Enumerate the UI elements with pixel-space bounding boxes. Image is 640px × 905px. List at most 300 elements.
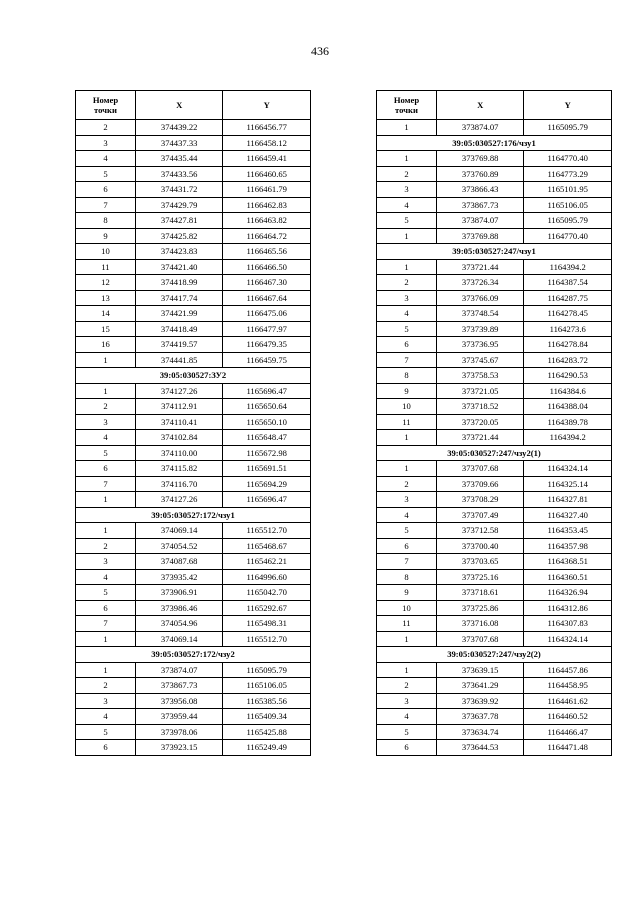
y-header: Y: [524, 91, 612, 120]
y-coordinate-cell: 1164466.47: [524, 724, 612, 740]
y-coordinate-cell: 1164324.14: [524, 631, 612, 647]
y-coordinate-cell: 1164327.81: [524, 492, 612, 508]
point-number-cell: 8: [377, 569, 437, 585]
point-number-cell: 6: [76, 740, 136, 756]
point-number-cell: 2: [76, 538, 136, 554]
section-row: [76, 647, 311, 663]
table-row: [76, 197, 311, 213]
table-row: [377, 554, 612, 570]
section-title: 39:05:030527:ЗУ2: [76, 368, 311, 384]
y-coordinate-cell: 1164461.62: [524, 693, 612, 709]
x-coordinate-cell: 373923.15: [135, 740, 222, 756]
y-coordinate-cell: 1165694.29: [223, 476, 311, 492]
point-number-cell: 2: [76, 120, 136, 136]
point-number-cell: 8: [377, 368, 437, 384]
table-row: [76, 399, 311, 415]
table-row: [377, 166, 612, 182]
table-row: [377, 228, 612, 244]
point-number-cell: 4: [76, 151, 136, 167]
x-coordinate-cell: 374418.99: [135, 275, 222, 291]
point-number-cell: 1: [377, 631, 437, 647]
y-coordinate-cell: 1164394.2: [524, 430, 612, 446]
y-coordinate-cell: 1165106.05: [524, 197, 612, 213]
x-coordinate-cell: 374425.82: [135, 228, 222, 244]
y-coordinate-cell: 1164458.95: [524, 678, 612, 694]
x-coordinate-cell: 374112.91: [135, 399, 222, 415]
x-coordinate-cell: 373634.74: [436, 724, 523, 740]
x-coordinate-cell: 373745.67: [436, 352, 523, 368]
y-coordinate-cell: 1165696.47: [223, 492, 311, 508]
point-number-cell: 1: [377, 120, 437, 136]
point-number-cell: 11: [377, 414, 437, 430]
table-row: [76, 740, 311, 756]
x-coordinate-cell: 373712.58: [436, 523, 523, 539]
point-number-cell: 1: [377, 151, 437, 167]
x-coordinate-cell: 373718.52: [436, 399, 523, 415]
x-coordinate-cell: 374433.56: [135, 166, 222, 182]
y-coordinate-cell: 1165462.21: [223, 554, 311, 570]
y-coordinate-cell: 1166475.06: [223, 306, 311, 322]
table-row: [377, 631, 612, 647]
point-number-cell: 1: [76, 383, 136, 399]
x-coordinate-cell: 374421.99: [135, 306, 222, 322]
table-header-row: [76, 91, 311, 120]
point-number-cell: 6: [377, 740, 437, 756]
point-number-cell: 2: [377, 166, 437, 182]
point-number-cell: 4: [377, 709, 437, 725]
point-number-header-line2: точки: [94, 105, 117, 115]
x-coordinate-cell: 373760.89: [436, 166, 523, 182]
point-number-cell: 1: [377, 662, 437, 678]
y-coordinate-cell: 1164307.83: [524, 616, 612, 632]
y-coordinate-cell: 1165249.49: [223, 740, 311, 756]
y-header: Y: [223, 91, 311, 120]
x-coordinate-cell: 374115.82: [135, 461, 222, 477]
x-coordinate-cell: 374421.40: [135, 259, 222, 275]
point-number-cell: 3: [76, 693, 136, 709]
y-coordinate-cell: 1164770.40: [524, 228, 612, 244]
table-row: [377, 321, 612, 337]
point-number-cell: 5: [377, 724, 437, 740]
x-coordinate-cell: 373721.44: [436, 430, 523, 446]
x-coordinate-cell: 374127.26: [135, 383, 222, 399]
y-coordinate-cell: 1165095.79: [223, 662, 311, 678]
point-number-cell: 5: [377, 523, 437, 539]
y-coordinate-cell: 1165292.67: [223, 600, 311, 616]
table-row: [76, 554, 311, 570]
table-row: [377, 693, 612, 709]
point-number-cell: 1: [76, 662, 136, 678]
x-coordinate-cell: 374427.81: [135, 213, 222, 229]
x-coordinate-cell: 373718.61: [436, 585, 523, 601]
table-row: [377, 383, 612, 399]
table-row: [76, 724, 311, 740]
point-number-cell: 3: [377, 290, 437, 306]
x-coordinate-cell: 374054.96: [135, 616, 222, 632]
table-row: [377, 337, 612, 353]
x-coordinate-cell: 374419.57: [135, 337, 222, 353]
table-row: [377, 507, 612, 523]
table-row: [76, 321, 311, 337]
y-coordinate-cell: 1164457.86: [524, 662, 612, 678]
y-coordinate-cell: 1166462.83: [223, 197, 311, 213]
x-coordinate-cell: 373866.43: [436, 182, 523, 198]
table-row: [76, 414, 311, 430]
section-row: [377, 647, 612, 663]
y-coordinate-cell: 1164384.6: [524, 383, 612, 399]
x-coordinate-cell: 374127.26: [135, 492, 222, 508]
x-coordinate-cell: 373906.91: [135, 585, 222, 601]
point-number-header-line1: Номер: [92, 95, 119, 105]
x-coordinate-cell: 374087.68: [135, 554, 222, 570]
table-row: [377, 662, 612, 678]
table-body: [76, 120, 311, 756]
table-row: [76, 569, 311, 585]
x-coordinate-cell: 373935.42: [135, 569, 222, 585]
x-coordinate-cell: 373707.49: [436, 507, 523, 523]
point-number-cell: 6: [76, 600, 136, 616]
x-coordinate-cell: 374441.85: [135, 352, 222, 368]
point-number-cell: 10: [377, 399, 437, 415]
table-row: [76, 461, 311, 477]
y-coordinate-cell: 1166458.12: [223, 135, 311, 151]
table-row: [377, 352, 612, 368]
y-coordinate-cell: 1165512.70: [223, 631, 311, 647]
point-number-cell: 6: [76, 461, 136, 477]
point-number-header: [76, 91, 136, 120]
table-row: [377, 120, 612, 136]
y-coordinate-cell: 1164312.86: [524, 600, 612, 616]
table-row: [76, 693, 311, 709]
x-coordinate-cell: 374116.70: [135, 476, 222, 492]
point-number-cell: 2: [76, 399, 136, 415]
table-row: [377, 538, 612, 554]
x-coordinate-cell: 373707.68: [436, 461, 523, 477]
x-coordinate-cell: 374418.49: [135, 321, 222, 337]
y-coordinate-cell: 1165650.64: [223, 399, 311, 415]
point-number-cell: 5: [377, 213, 437, 229]
section-row: [377, 135, 612, 151]
x-coordinate-cell: 374435.44: [135, 151, 222, 167]
x-coordinate-cell: 373637.78: [436, 709, 523, 725]
x-coordinate-cell: 373708.29: [436, 492, 523, 508]
x-header: X: [436, 91, 523, 120]
x-coordinate-cell: 374429.79: [135, 197, 222, 213]
table-row: [76, 678, 311, 694]
y-coordinate-cell: 1164278.45: [524, 306, 612, 322]
table-row: [377, 569, 612, 585]
table-row: [76, 337, 311, 353]
table-row: [76, 538, 311, 554]
table-row: [76, 120, 311, 136]
y-coordinate-cell: 1166459.75: [223, 352, 311, 368]
table-row: [76, 709, 311, 725]
point-number-cell: 2: [76, 678, 136, 694]
table-row: [76, 662, 311, 678]
y-coordinate-cell: 1166467.64: [223, 290, 311, 306]
point-number-header-line1: Номер: [393, 95, 420, 105]
y-coordinate-cell: 1164387.54: [524, 275, 612, 291]
table-row: [377, 476, 612, 492]
y-coordinate-cell: 1166464.72: [223, 228, 311, 244]
point-number-cell: 4: [377, 197, 437, 213]
point-number-cell: 4: [377, 306, 437, 322]
y-coordinate-cell: 1166459.41: [223, 151, 311, 167]
section-row: [76, 507, 311, 523]
point-number-cell: 13: [76, 290, 136, 306]
x-coordinate-cell: 374110.41: [135, 414, 222, 430]
table-row: [377, 290, 612, 306]
y-coordinate-cell: 1164353.45: [524, 523, 612, 539]
x-coordinate-cell: 373739.89: [436, 321, 523, 337]
table-row: [76, 492, 311, 508]
point-number-cell: 16: [76, 337, 136, 353]
point-number-cell: 6: [76, 182, 136, 198]
table-row: [377, 182, 612, 198]
x-coordinate-cell: 373874.07: [436, 120, 523, 136]
y-coordinate-cell: 1164290.53: [524, 368, 612, 384]
table-row: [377, 461, 612, 477]
point-number-cell: 10: [76, 244, 136, 260]
x-coordinate-cell: 373874.07: [436, 213, 523, 229]
x-coordinate-cell: 373725.16: [436, 569, 523, 585]
y-coordinate-cell: 1164283.72: [524, 352, 612, 368]
table-row: [377, 740, 612, 756]
y-coordinate-cell: 1165512.70: [223, 523, 311, 539]
table-row: [377, 600, 612, 616]
y-coordinate-cell: 1164357.98: [524, 538, 612, 554]
point-number-cell: 5: [76, 724, 136, 740]
table-row: [377, 151, 612, 167]
y-coordinate-cell: 1164388.04: [524, 399, 612, 415]
table-row: [377, 213, 612, 229]
point-number-cell: 2: [377, 678, 437, 694]
coordinates-table-left: [75, 90, 311, 756]
point-number-cell: 1: [377, 461, 437, 477]
x-coordinate-cell: 374102.84: [135, 430, 222, 446]
x-coordinate-cell: 373721.05: [436, 383, 523, 399]
y-coordinate-cell: 1166467.30: [223, 275, 311, 291]
table-row: [377, 492, 612, 508]
y-coordinate-cell: 1165672.98: [223, 445, 311, 461]
table-row: [377, 678, 612, 694]
table-row: [377, 414, 612, 430]
x-coordinate-cell: 373978.06: [135, 724, 222, 740]
point-number-cell: 3: [377, 182, 437, 198]
x-coordinate-cell: 373986.46: [135, 600, 222, 616]
section-title: 39:05:030527:172/чзу1: [76, 507, 311, 523]
x-coordinate-cell: 374437.33: [135, 135, 222, 151]
point-number-cell: 5: [76, 585, 136, 601]
y-coordinate-cell: 1165691.51: [223, 461, 311, 477]
table-row: [377, 724, 612, 740]
table-row: [76, 151, 311, 167]
point-number-cell: 3: [76, 554, 136, 570]
point-number-cell: 2: [377, 275, 437, 291]
table-row: [76, 275, 311, 291]
point-number-cell: 4: [76, 430, 136, 446]
point-number-cell: 4: [76, 569, 136, 585]
y-coordinate-cell: 1165498.31: [223, 616, 311, 632]
table-row: [76, 383, 311, 399]
table-row: [377, 585, 612, 601]
y-coordinate-cell: 1164273.6: [524, 321, 612, 337]
table-body: [377, 120, 612, 756]
table-row: [76, 259, 311, 275]
y-coordinate-cell: 1165042.70: [223, 585, 311, 601]
section-title: 39:05:030527:176/чзу1: [377, 135, 612, 151]
table-row: [76, 352, 311, 368]
point-number-cell: 4: [76, 709, 136, 725]
y-coordinate-cell: 1165409.34: [223, 709, 311, 725]
x-coordinate-cell: 373959.44: [135, 709, 222, 725]
x-coordinate-cell: 373748.54: [436, 306, 523, 322]
section-row: [76, 368, 311, 384]
coordinates-table-right: [376, 90, 612, 756]
table-header-row: [377, 91, 612, 120]
y-coordinate-cell: 1166477.97: [223, 321, 311, 337]
y-coordinate-cell: 1164460.52: [524, 709, 612, 725]
table-row: [377, 430, 612, 446]
point-number-cell: 14: [76, 306, 136, 322]
point-number-cell: 6: [377, 337, 437, 353]
point-number-cell: 5: [76, 445, 136, 461]
table-row: [76, 476, 311, 492]
y-coordinate-cell: 1165696.47: [223, 383, 311, 399]
y-coordinate-cell: 1164360.51: [524, 569, 612, 585]
y-coordinate-cell: 1165468.67: [223, 538, 311, 554]
y-coordinate-cell: 1166465.56: [223, 244, 311, 260]
y-coordinate-cell: 1166456.77: [223, 120, 311, 136]
section-row: [377, 445, 612, 461]
x-coordinate-cell: 373641.29: [436, 678, 523, 694]
y-coordinate-cell: 1165385.56: [223, 693, 311, 709]
x-coordinate-cell: 374431.72: [135, 182, 222, 198]
x-coordinate-cell: 373736.95: [436, 337, 523, 353]
x-coordinate-cell: 374069.14: [135, 631, 222, 647]
point-number-header: [377, 91, 437, 120]
point-number-cell: 1: [377, 259, 437, 275]
table-row: [76, 166, 311, 182]
table-row: [76, 430, 311, 446]
y-coordinate-cell: 1166466.50: [223, 259, 311, 275]
table-row: [76, 306, 311, 322]
section-title: 39:05:030527:172/чзу2: [76, 647, 311, 663]
x-coordinate-cell: 373639.15: [436, 662, 523, 678]
table-row: [76, 182, 311, 198]
table-row: [76, 585, 311, 601]
point-number-cell: 1: [377, 228, 437, 244]
point-number-cell: 7: [76, 197, 136, 213]
point-number-cell: 6: [377, 538, 437, 554]
x-coordinate-cell: 373867.73: [436, 197, 523, 213]
y-coordinate-cell: 1165425.88: [223, 724, 311, 740]
point-number-cell: 11: [76, 259, 136, 275]
x-coordinate-cell: 373766.09: [436, 290, 523, 306]
point-number-cell: 1: [76, 631, 136, 647]
x-coordinate-cell: 374054.52: [135, 538, 222, 554]
x-coordinate-cell: 373769.88: [436, 228, 523, 244]
table-row: [377, 306, 612, 322]
x-coordinate-cell: 373726.34: [436, 275, 523, 291]
y-coordinate-cell: 1165101.95: [524, 182, 612, 198]
point-number-cell: 7: [377, 352, 437, 368]
x-coordinate-cell: 373720.05: [436, 414, 523, 430]
x-coordinate-cell: 373709.66: [436, 476, 523, 492]
y-coordinate-cell: 1164278.84: [524, 337, 612, 353]
point-number-cell: 1: [76, 492, 136, 508]
x-coordinate-cell: 373725.86: [436, 600, 523, 616]
point-number-cell: 7: [76, 476, 136, 492]
point-number-cell: 7: [76, 616, 136, 632]
point-number-cell: 3: [377, 492, 437, 508]
point-number-cell: 15: [76, 321, 136, 337]
point-number-cell: 4: [377, 507, 437, 523]
point-number-cell: 9: [76, 228, 136, 244]
point-number-cell: 11: [377, 616, 437, 632]
table-row: [76, 445, 311, 461]
table-row: [377, 197, 612, 213]
table-row: [76, 523, 311, 539]
point-number-cell: 1: [377, 430, 437, 446]
x-coordinate-cell: 373703.65: [436, 554, 523, 570]
point-number-cell: 8: [76, 213, 136, 229]
x-coordinate-cell: 374110.00: [135, 445, 222, 461]
y-coordinate-cell: 1164996.60: [223, 569, 311, 585]
y-coordinate-cell: 1164325.14: [524, 476, 612, 492]
y-coordinate-cell: 1164471.48: [524, 740, 612, 756]
x-coordinate-cell: 373769.88: [436, 151, 523, 167]
table-row: [76, 244, 311, 260]
table-row: [377, 275, 612, 291]
point-number-cell: 9: [377, 383, 437, 399]
page-number: 436: [311, 44, 329, 58]
table-row: [76, 228, 311, 244]
point-number-cell: 3: [76, 414, 136, 430]
x-coordinate-cell: 374423.83: [135, 244, 222, 260]
y-coordinate-cell: 1164324.14: [524, 461, 612, 477]
table-row: [377, 709, 612, 725]
x-coordinate-cell: 373874.07: [135, 662, 222, 678]
table-row: [76, 135, 311, 151]
y-coordinate-cell: 1164287.75: [524, 290, 612, 306]
y-coordinate-cell: 1165650.10: [223, 414, 311, 430]
table-row: [76, 616, 311, 632]
x-coordinate-cell: 373639.92: [436, 693, 523, 709]
point-number-cell: 5: [76, 166, 136, 182]
table-row: [377, 523, 612, 539]
section-title: 39:05:030527:247/чзу1: [377, 244, 612, 260]
y-coordinate-cell: 1164327.40: [524, 507, 612, 523]
x-coordinate-cell: 373721.44: [436, 259, 523, 275]
point-number-cell: 1: [76, 352, 136, 368]
y-coordinate-cell: 1164326.94: [524, 585, 612, 601]
x-coordinate-cell: 374069.14: [135, 523, 222, 539]
point-number-cell: 3: [76, 135, 136, 151]
table-row: [377, 399, 612, 415]
table-row: [377, 259, 612, 275]
table-row: [76, 290, 311, 306]
y-coordinate-cell: 1165648.47: [223, 430, 311, 446]
table-row: [377, 368, 612, 384]
y-coordinate-cell: 1164389.78: [524, 414, 612, 430]
point-number-cell: 10: [377, 600, 437, 616]
section-title: 39:05:030527:247/чзу2(1): [377, 445, 612, 461]
y-coordinate-cell: 1165106.05: [223, 678, 311, 694]
y-coordinate-cell: 1166479.35: [223, 337, 311, 353]
point-number-cell: 9: [377, 585, 437, 601]
table-row: [377, 616, 612, 632]
